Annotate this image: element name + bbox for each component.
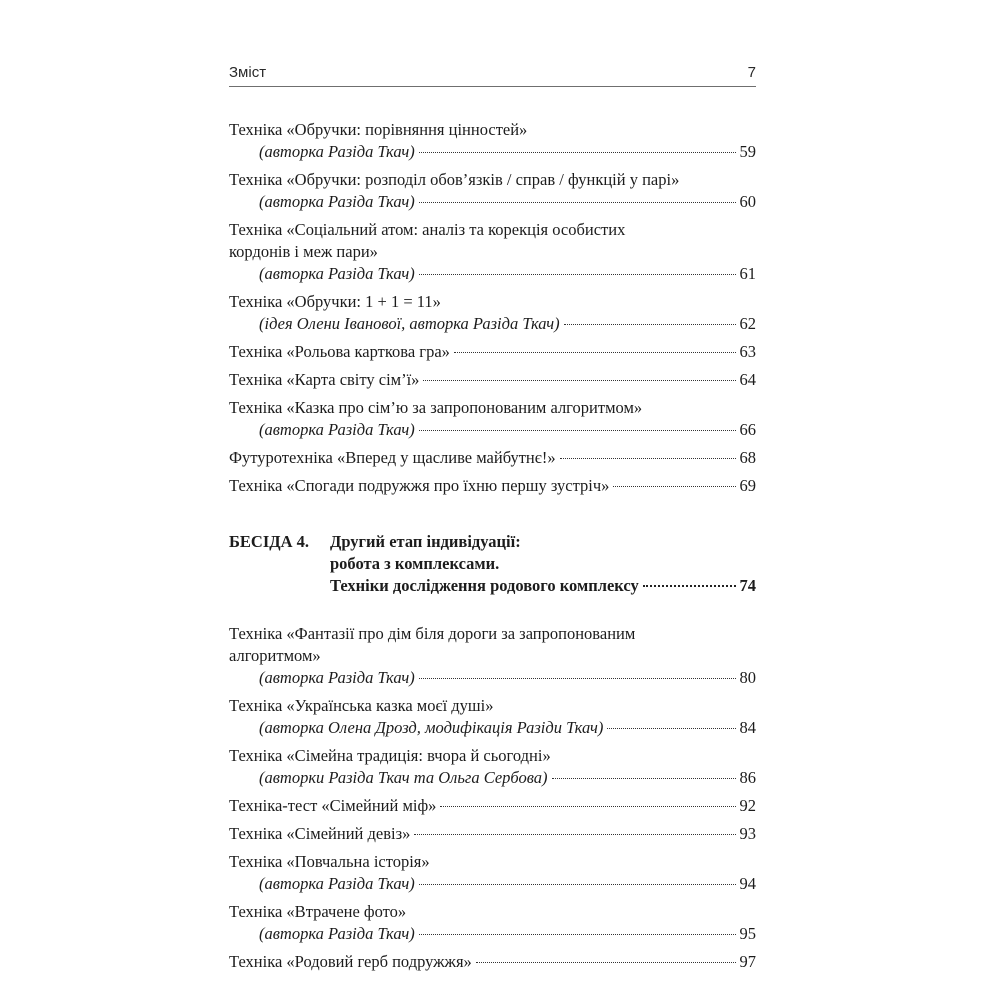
toc-entry — [229, 823, 756, 845]
toc-entry-title: Техніка «Казка про сім’ю за запропонованим алгоритмом» — [229, 398, 643, 417]
toc-page-number: 68 — [739, 448, 756, 467]
toc-entry-title: Техніка «Карта світу сім’ї» — [229, 370, 420, 389]
toc-page-number: 64 — [739, 370, 756, 389]
toc-page-number: 80 — [739, 668, 756, 687]
toc-page-number: 84 — [739, 718, 756, 737]
toc-entry-author-line — [229, 313, 756, 335]
dot-leader — [419, 202, 736, 203]
dot-leader — [414, 834, 735, 835]
toc-entry-title: Техніка «Сімейна традиція: вчора й сьогодні» — [229, 746, 551, 765]
toc-entry-title: Техніка «Обручки: порівняння цінностей» — [229, 120, 528, 139]
toc-entry-line — [229, 369, 756, 391]
toc-entry-title: Техніка «Фантазії про дім біля дороги за запропонованим — [229, 624, 636, 643]
toc-entry-title: Техніка «Сімейний девіз» — [229, 824, 411, 843]
toc-entry-author: (авторки Разіда Ткач та Ольга Сербова) — [259, 768, 548, 787]
toc-entry-line — [229, 241, 756, 263]
dot-leader — [419, 678, 736, 679]
dot-leader — [419, 934, 736, 935]
toc-group-before-chapter — [229, 119, 756, 497]
toc-entry-line — [229, 169, 756, 191]
chapter-label: БЕСІДА 4. — [229, 532, 310, 551]
toc-entry — [229, 795, 756, 817]
toc-entry-line — [229, 475, 756, 497]
dot-leader — [419, 884, 736, 885]
toc-entry-author-line — [229, 667, 756, 689]
chapter-title-text: Техніки дослідження родового комплексу — [330, 576, 639, 595]
toc-entry-title: Техніка «Обручки: розподіл обов’язків / справ / функцій у парі» — [229, 170, 680, 189]
running-head — [229, 62, 756, 87]
page-number: 7 — [747, 64, 756, 81]
toc-entry — [229, 745, 756, 789]
toc-page-number: 66 — [739, 420, 756, 439]
chapter-title-line — [330, 531, 756, 553]
toc-page-number: 97 — [739, 952, 756, 971]
toc-entry — [229, 901, 756, 945]
toc-entry — [229, 851, 756, 895]
toc-entry-title: Техніка «Родовий герб подружжя» — [229, 952, 472, 971]
toc-entry — [229, 475, 756, 497]
toc-entry-line — [229, 397, 756, 419]
chapter-title-text: робота з комплексами. — [330, 554, 500, 573]
toc-page-number: 63 — [739, 342, 756, 361]
dot-leader — [419, 430, 736, 431]
toc-entry-line — [229, 341, 756, 363]
dot-leader — [552, 778, 736, 779]
toc-entry-author-line — [229, 419, 756, 441]
toc-entry — [229, 695, 756, 739]
toc-entry — [229, 397, 756, 441]
chapter-page-number: 74 — [739, 576, 756, 595]
toc-group-after-chapter — [229, 623, 756, 973]
section-title: Зміст — [229, 64, 267, 81]
toc-entry-line — [229, 823, 756, 845]
toc-entry-author: (авторка Разіда Ткач) — [259, 192, 415, 211]
toc-entry-title: Техніка «Рольова карткова гра» — [229, 342, 450, 361]
toc-page-number: 69 — [739, 476, 756, 495]
dot-leader — [643, 585, 736, 587]
toc-entry-title: кордонів і меж пари» — [229, 242, 378, 261]
dot-leader — [560, 458, 736, 459]
toc-entry — [229, 369, 756, 391]
toc-page-number: 62 — [739, 314, 756, 333]
toc-entry-line — [229, 695, 756, 717]
toc-entry-author-line — [229, 873, 756, 895]
toc-page-number: 60 — [739, 192, 756, 211]
toc-entry-author: (авторка Олена Дрозд, модифікація Разіди Ткач) — [259, 718, 604, 737]
dot-leader — [419, 152, 736, 153]
toc-entry-title: алгоритмом» — [229, 646, 321, 665]
toc-entry-title: Техніка-тест «Сімейний міф» — [229, 796, 437, 815]
toc-page-number: 93 — [739, 824, 756, 843]
dot-leader — [423, 380, 735, 381]
toc-entry-author: (авторка Разіда Ткач) — [259, 420, 415, 439]
toc-entry-line — [229, 447, 756, 469]
toc-entry-author-line — [229, 191, 756, 213]
toc-entry-title: Техніка «Обручки: 1 + 1 = 11» — [229, 292, 441, 311]
toc-entry-author-line — [229, 141, 756, 163]
toc-entry-author-line — [229, 263, 756, 285]
toc-entry-line — [229, 795, 756, 817]
dot-leader — [476, 962, 736, 963]
toc-entry-line — [229, 951, 756, 973]
toc-entry-author: (авторка Разіда Ткач) — [259, 874, 415, 893]
toc-entry-title: Техніка «Спогади подружжя про їхню першу зустріч» — [229, 476, 610, 495]
toc-entry-author-line — [229, 767, 756, 789]
dot-leader — [419, 274, 736, 275]
chapter-heading — [229, 531, 756, 597]
toc-entry-line — [229, 645, 756, 667]
toc-entry-author: (авторка Разіда Ткач) — [259, 668, 415, 687]
toc-entry — [229, 951, 756, 973]
toc-entry-line — [229, 119, 756, 141]
table-of-contents — [229, 119, 756, 979]
toc-entry-author: (авторка Разіда Ткач) — [259, 924, 415, 943]
toc-page-number: 59 — [739, 142, 756, 161]
toc-entry-title: Техніка «Соціальний атом: аналіз та корекція особистих — [229, 220, 626, 239]
toc-page-number: 95 — [739, 924, 756, 943]
toc-entry-title: Техніка «Втрачене фото» — [229, 902, 407, 921]
toc-entry-title: Футуротехніка «Вперед у щасливе майбутнє!» — [229, 448, 556, 467]
toc-entry — [229, 119, 756, 163]
toc-entry-author-line — [229, 717, 756, 739]
toc-entry — [229, 219, 756, 285]
toc-page-number: 94 — [739, 874, 756, 893]
toc-entry-line — [229, 851, 756, 873]
chapter-title-text: Другий етап індивідуації: — [330, 532, 521, 551]
toc-entry-line — [229, 745, 756, 767]
toc-entry-author: (авторка Разіда Ткач) — [259, 264, 415, 283]
toc-entry — [229, 291, 756, 335]
toc-page-number: 92 — [739, 796, 756, 815]
toc-entry-line — [229, 901, 756, 923]
dot-leader — [564, 324, 736, 325]
dot-leader — [613, 486, 735, 487]
toc-entry-author: (ідея Олени Іванової, авторка Разіда Ткач) — [259, 314, 560, 333]
toc-page-number: 61 — [739, 264, 756, 283]
chapter-title-line — [330, 575, 756, 597]
chapter-title-line — [330, 553, 756, 575]
toc-entry-line — [229, 623, 756, 645]
toc-entry — [229, 447, 756, 469]
toc-entry-line — [229, 219, 756, 241]
toc-entry — [229, 169, 756, 213]
toc-entry — [229, 341, 756, 363]
toc-entry — [229, 623, 756, 689]
toc-entry-author-line — [229, 923, 756, 945]
toc-page-number: 86 — [739, 768, 756, 787]
toc-entry-title: Техніка «Повчальна історія» — [229, 852, 430, 871]
toc-entry-line — [229, 291, 756, 313]
toc-entry-title: Техніка «Українська казка моєї душі» — [229, 696, 494, 715]
dot-leader — [454, 352, 736, 353]
toc-entry-author: (авторка Разіда Ткач) — [259, 142, 415, 161]
chapter-title — [330, 531, 756, 597]
dot-leader — [607, 728, 735, 729]
dot-leader — [440, 806, 735, 807]
